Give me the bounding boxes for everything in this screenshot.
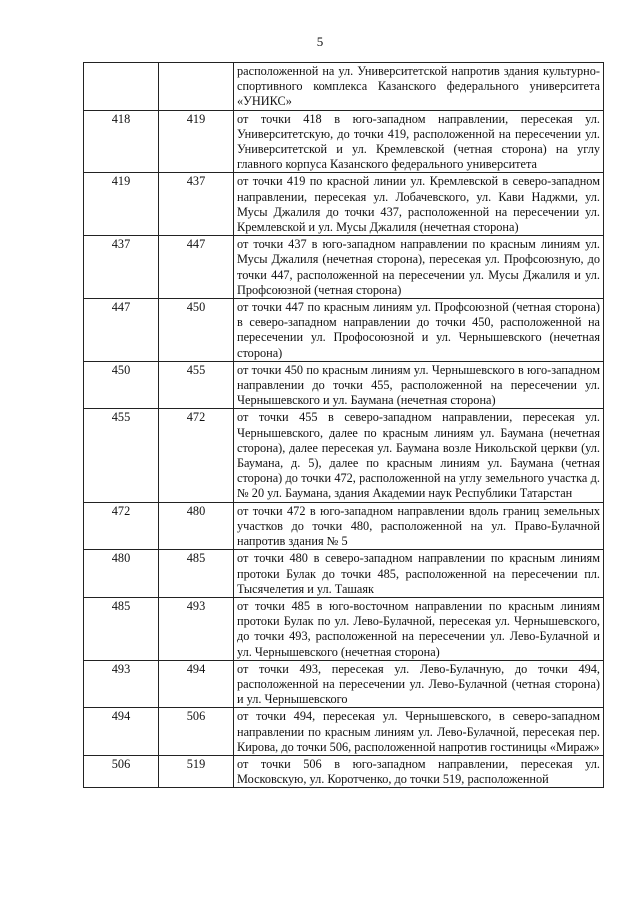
point-from-cell: 493 bbox=[84, 660, 159, 708]
boundary-points-table bbox=[83, 62, 604, 788]
table-row bbox=[84, 660, 604, 708]
point-from-cell: 455 bbox=[84, 409, 159, 502]
table-row bbox=[84, 236, 604, 299]
point-to-cell: 493 bbox=[159, 597, 234, 660]
table-row bbox=[84, 597, 604, 660]
point-from-cell: 418 bbox=[84, 110, 159, 173]
point-to-cell: 437 bbox=[159, 173, 234, 236]
segment-description-cell: от точки 493, пересекая ул. Лево-Булачную, до точки 494, расположенной на пересечении ул. Лево-Булачной (четная сторона) и ул. Чернышевского bbox=[234, 660, 604, 708]
point-to-cell: 455 bbox=[159, 361, 234, 409]
segment-description-cell: от точки 480 в северо-западном направлении по красным линиям протоки Булак до точки 485, расположенной на пересечении пл. Тысячелетия и ул. Ташаяк bbox=[234, 550, 604, 598]
table-row bbox=[84, 550, 604, 598]
point-to-cell: 506 bbox=[159, 708, 234, 756]
table-row bbox=[84, 299, 604, 362]
segment-description-cell: от точки 455 в северо-западном направлении, пересекая ул. Чернышевского, далее по красным линиям ул. Баумана (нечетная сторона), далее пересекая ул. Баумана возле Никольской церкви (ул. Баумана, д. 5), далее по красным линиям ул. Баумана (четная сторона) до точки 472, расположенной на углу земельного участка д. № 20 ул. Баумана, здания Академии наук Республики Татарстан bbox=[234, 409, 604, 502]
segment-description-cell: от точки 494, пересекая ул. Чернышевского, в северо-западном направлении по красным линиям ул. Лево-Булачной, пересекая пер. Кирова, до точки 506, расположенной напротив гостиницы «Мираж» bbox=[234, 708, 604, 756]
point-from-cell: 506 bbox=[84, 755, 159, 787]
table-row bbox=[84, 755, 604, 787]
point-from-cell bbox=[84, 63, 159, 111]
table-row bbox=[84, 361, 604, 409]
point-from-cell: 437 bbox=[84, 236, 159, 299]
point-to-cell: 494 bbox=[159, 660, 234, 708]
point-from-cell: 485 bbox=[84, 597, 159, 660]
table-row bbox=[84, 173, 604, 236]
table-row bbox=[84, 708, 604, 756]
table-row bbox=[84, 63, 604, 111]
point-to-cell: 472 bbox=[159, 409, 234, 502]
segment-description-cell: от точки 418 в юго-западном направлении, пересекая ул. Университетскую, до точки 419, расположенной на пересечении ул. Университетской и ул. Кремлевской (четная сторона) на углу главного корпуса Казанского федерального университета bbox=[234, 110, 604, 173]
point-from-cell: 494 bbox=[84, 708, 159, 756]
point-to-cell: 450 bbox=[159, 299, 234, 362]
table-body bbox=[84, 63, 604, 788]
point-to-cell: 419 bbox=[159, 110, 234, 173]
point-to-cell: 485 bbox=[159, 550, 234, 598]
point-from-cell: 472 bbox=[84, 502, 159, 550]
segment-description-cell: от точки 437 в юго-западном направлении по красным линиям ул. Мусы Джалиля (нечетная сторона), пересекая ул. Профсоюзную, до точки 447, расположенной на пересечении ул. Мусы Джалиля и ул. Профсоюзной (четная сторона) bbox=[234, 236, 604, 299]
point-from-cell: 480 bbox=[84, 550, 159, 598]
page-number: 5 bbox=[316, 34, 324, 49]
table-row bbox=[84, 409, 604, 502]
segment-description-cell: от точки 450 по красным линиям ул. Чернышевского в юго-западном направлении до точки 455, расположенной на пересечении ул. Чернышевского и ул. Баумана (нечетная сторона) bbox=[234, 361, 604, 409]
point-from-cell: 450 bbox=[84, 361, 159, 409]
segment-description-cell: от точки 419 по красной линии ул. Кремлевской в северо-западном направлении, пересекая ул. Лобачевского, ул. Кави Наджми, ул. Мусы Джалиля до точки 437, расположенной на пересечении ул. Кремлевской и ул. Мусы Джалиля (нечетная сторона) bbox=[234, 173, 604, 236]
table-row bbox=[84, 502, 604, 550]
point-to-cell: 480 bbox=[159, 502, 234, 550]
point-to-cell: 519 bbox=[159, 755, 234, 787]
segment-description-cell: расположенной на ул. Университетской напротив здания культурно-спортивного комплекса Казанского федерального университета «УНИКС» bbox=[234, 63, 604, 111]
segment-description-cell: от точки 506 в юго-западном направлении, пересекая ул. Московскую, ул. Коротченко, до точки 519, расположенной bbox=[234, 755, 604, 787]
point-from-cell: 419 bbox=[84, 173, 159, 236]
segment-description-cell: от точки 447 по красным линиям ул. Профсоюзной (четная сторона) в северо-западном направлении до точки 450, расположенной на пересечении ул. Профосоюзной и ул. Чернышевского (нечетная сторона) bbox=[234, 299, 604, 362]
point-from-cell: 447 bbox=[84, 299, 159, 362]
table-row bbox=[84, 110, 604, 173]
segment-description-cell: от точки 485 в юго-восточном направлении по красным линиям протоки Булак по ул. Лево-Булачной, пересекая ул. Чернышевского, до точки 493, расположенной на пересечении ул. Лево-Булачной и ул. Чернышевского (нечетная сторона) bbox=[234, 597, 604, 660]
point-to-cell bbox=[159, 63, 234, 111]
point-to-cell: 447 bbox=[159, 236, 234, 299]
segment-description-cell: от точки 472 в юго-западном направлении вдоль границ земельных участков до точки 480, расположенной на ул. Право-Булачной напротив здания № 5 bbox=[234, 502, 604, 550]
